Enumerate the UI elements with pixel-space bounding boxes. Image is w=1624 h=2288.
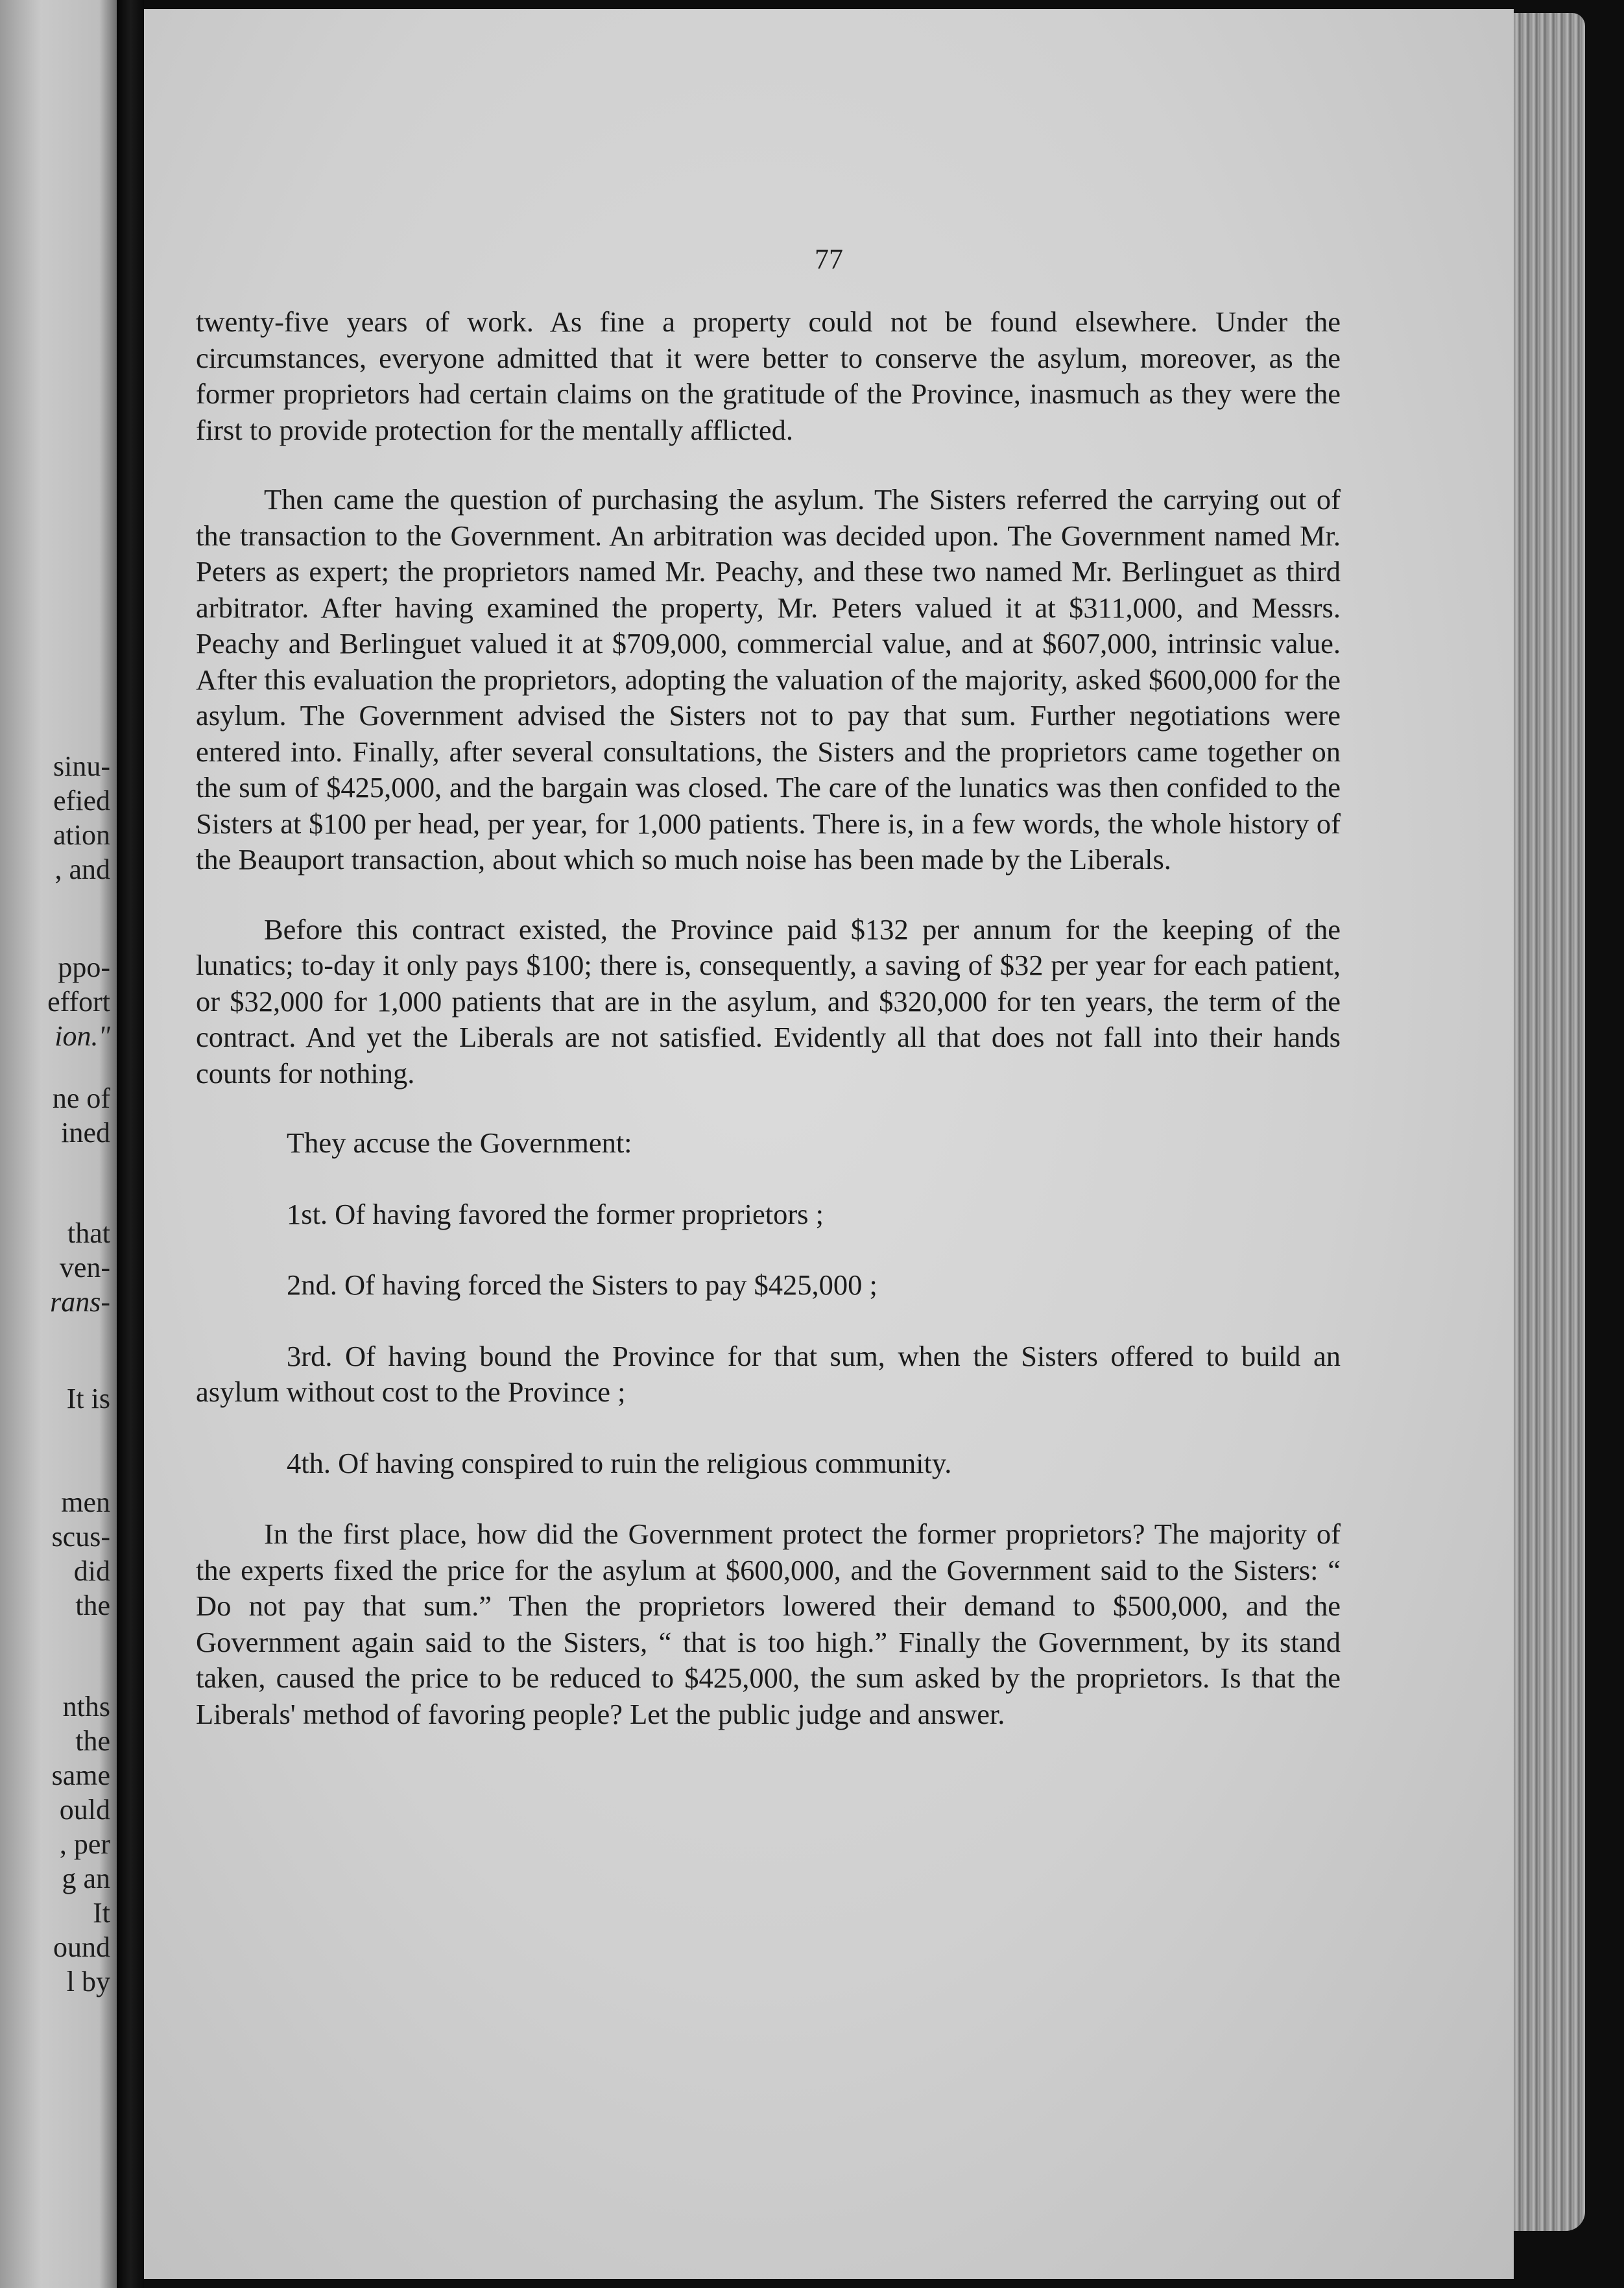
left-page-fragment: ation: [53, 819, 110, 851]
left-page-fragment: , per: [59, 1828, 110, 1860]
left-page-fragment: ould: [59, 1794, 110, 1826]
left-page-fragment: It is: [66, 1383, 110, 1414]
left-page-fragment: efied: [53, 785, 110, 816]
page-number: 77: [815, 243, 843, 275]
left-page-fragment: It: [93, 1897, 110, 1929]
left-page-fragment: ound: [53, 1931, 110, 1963]
body-text: [196, 304, 1341, 1766]
left-page-fragment: l by: [66, 1966, 110, 1997]
paragraph: Then came the question of purchasing the asylum. The Sisters referred the carrying out of the transaction to the Government. An arbitration was decided upon. The Government named Mr. Peters as expert; the proprietors named Mr. Peachy, and these two named Mr. Berlinguet as third arbitrator. After having examined the property, Mr. Peters valued it at $311,000, and Messrs. Peachy and Berlinguet valued it at $709,000, commercial value, and at $607,000, intrinsic value. After this evaluation the proprietors, adopting the valuation of the majority, asked $600,000 for the asylum. The Government advised the Sisters not to pay that sum. Further negotiations were entered into. Finally, after several consultations, the Sisters and the proprietors came together on the sum of $425,000, and the bargain was closed. The care of the lunatics was then confided to the Sisters at $100 per head, per year, for 1,000 patients. There is, in a few words, the whole history of the Beauport transaction, about which so much noise has been made by the Liberals.: [196, 483, 1341, 876]
left-page-fragment: the: [75, 1590, 110, 1621]
left-page-fragment: , and: [54, 853, 110, 885]
left-page-fragment: same: [51, 1759, 110, 1791]
left-page-fragment: ined: [61, 1117, 110, 1149]
left-page-fragment: g an: [62, 1863, 110, 1894]
left-page-fragment: the: [75, 1725, 110, 1757]
page-edges: [1514, 13, 1585, 2231]
list-intro: They accuse the Government:: [287, 1126, 632, 1159]
left-page-fragment: ven-: [59, 1252, 110, 1283]
left-page-fragment: ppo-: [58, 951, 110, 983]
left-page-fragment: men: [61, 1486, 110, 1518]
list-item: 4th. Of having conspired to ruin the religious community.: [287, 1446, 952, 1479]
left-page-fragment: ion.": [54, 1020, 110, 1052]
list-item: 2nd. Of having forced the Sisters to pay $425,000 ;: [287, 1269, 878, 1301]
paragraph: Before this contract existed, the Province paid $132 per annum for the keeping of the lunatics; to-day it only pays $100; there is, consequently, a saving of $32 per year for each patient, or $32,000 for 1,000 patients that are in the asylum, and $320,000 for ten years, the term of the contract. And yet the Liberals are not satisfied. Evidently all that does not fall into their hands counts for nothing.: [196, 912, 1341, 1090]
left-page-fragment: scus-: [51, 1521, 110, 1553]
main-page: [144, 9, 1514, 2279]
paragraph: In the first place, how did the Government protect the former proprietors? The majority of the experts fixed the price for the asylum at $600,000, and the Government said to the Sisters: “ Do not pay that sum.” Then the proprietors lowered their demand to $500,000, and the Government again said to the Sisters, “ that is too high.” Finally the Government, by its stand taken, caused the price to be reduced to $425,000, the sum asked by the proprietors. Is that the Liberals' method of favoring people? Let the public judge and answer.: [196, 1518, 1341, 1730]
left-page-fragment: nths: [62, 1691, 110, 1722]
left-page-fragment: ne of: [52, 1082, 110, 1114]
list-item: 3rd. Of having bound the Province for that sum, when the Sisters offered to build an asylum without cost to the Province ;: [196, 1339, 1341, 1408]
left-page-fragment: rans-: [50, 1286, 110, 1318]
list-item: 1st. Of having favored the former proprietors ;: [287, 1197, 824, 1230]
left-page-fragment: sinu-: [53, 750, 110, 782]
left-page-fragment: did: [73, 1555, 110, 1587]
left-page-fragment: that: [67, 1217, 110, 1249]
left-page-fragment: effort: [47, 986, 110, 1018]
paragraph: twenty-five years of work. As fine a property could not be found elsewhere. Under the circumstances, everyone admitted that it were better to conserve the asylum, moreover, as the former proprietors had certain claims on the gratitude of the Province, inasmuch as they were the first to provide protection for the mentally afflicted.: [196, 305, 1341, 446]
left-facing-page: [0, 0, 117, 2288]
book-gutter: [117, 0, 144, 2288]
